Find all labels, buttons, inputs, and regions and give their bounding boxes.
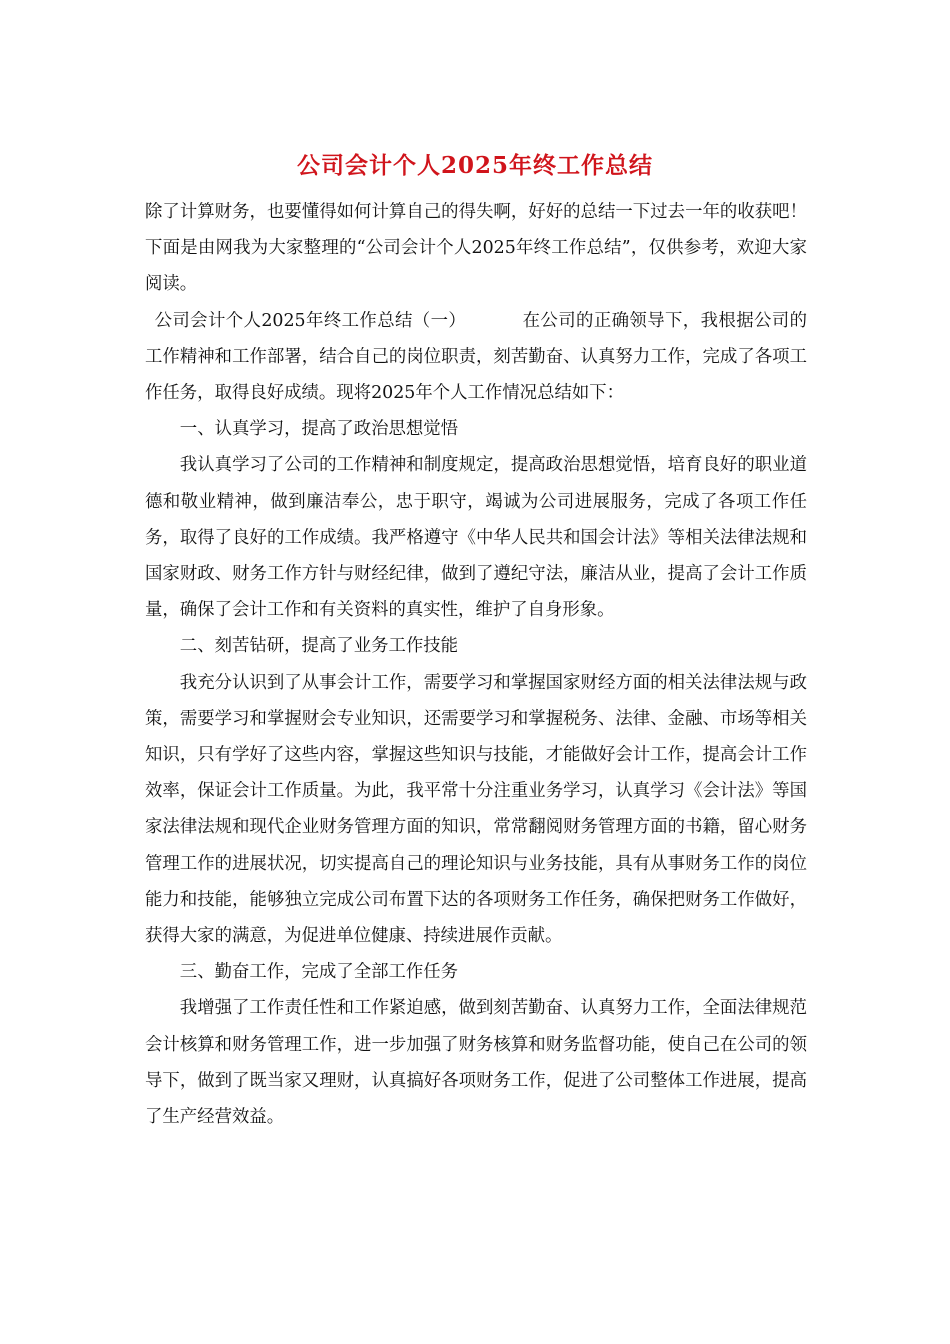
opening-paragraph: 在公司的正确领导下，我根据公司的工作精神和工作部署，结合自己的岗位职责，刻苦勤奋、认真努力工作，完成了各项工作任务，取得良好成绩。现将2025年个人工作情况总结如下：: [145, 310, 807, 404]
section-heading-paragraph: [145, 303, 807, 412]
section-one-paragraph: 我认真学习了公司的工作精神和制度规定，提高政治思想觉悟，培育良好的职业道德和敬业精神，做到廉洁奉公，忠于职守，竭诚为公司进展服务，完成了各项工作任务，取得了良好的工作成绩。我严格遵守《中华人民共和国会计法》等相关法律法规和国家财政、财务工作方针与财经纪律，做到了遵纪守法，廉洁从业，提高了会计工作质量，确保了会计工作和有关资料的真实性，维护了自身形象。: [145, 455, 807, 621]
document-title: 公司会计个人2025年终工作总结: [296, 152, 653, 179]
section-two-paragraph: 我充分认识到了从事会计工作，需要学习和掌握国家财经方面的相关法律法规与政策，需要学习和掌握财会专业知识，还需要学习和掌握税务、法律、金融、市场等相关知识，只有学好了这些内容，掌握这些知识与技能，才能做好会计工作，提高会计工作效率，保证会计工作质量。为此，我平常十分注重业务学习，认真学习《会计法》等国家法律法规和现代企业财务管理方面的知识，常常翻阅财务管理方面的书籍，留心财务管理工作的进展状况，切实提高自己的理论知识与业务技能，具有从事财务工作的岗位能力和技能，能够独立完成公司布置下达的各项财务工作任务，确保把财务工作做好，获得大家的满意，为促进单位健康、持续进展作贡献。: [145, 672, 807, 947]
section-one-heading: 一、认真学习，提高了政治思想觉悟: [179, 419, 459, 440]
section-three-paragraph: 我增强了工作责任性和工作紧迫感，做到刻苦勤奋、认真努力工作，全面法律规范会计核算和财务管理工作，进一步加强了财务核算和财务监督功能，使自己在公司的领导下，做到了既当家又理财，认真搞好各项财务工作，促进了公司整体工作进展，提高了生产经营效益。: [145, 998, 807, 1128]
section-three-heading: 三、勤奋工作，完成了全部工作任务: [179, 962, 459, 983]
document-body: [145, 194, 807, 1135]
summary-part-heading: 公司会计个人2025年终工作总结（一）: [154, 310, 467, 331]
section-two-heading: 二、刻苦钻研，提高了业务工作技能: [179, 636, 459, 657]
intro-paragraph: 除了计算财务，也要懂得如何计算自己的得失啊，好好的总结一下过去一年的收获吧！下面是由网我为大家整理的“公司会计个人2025年终工作总结”，仅供参考，欢迎大家阅读。: [145, 202, 807, 295]
